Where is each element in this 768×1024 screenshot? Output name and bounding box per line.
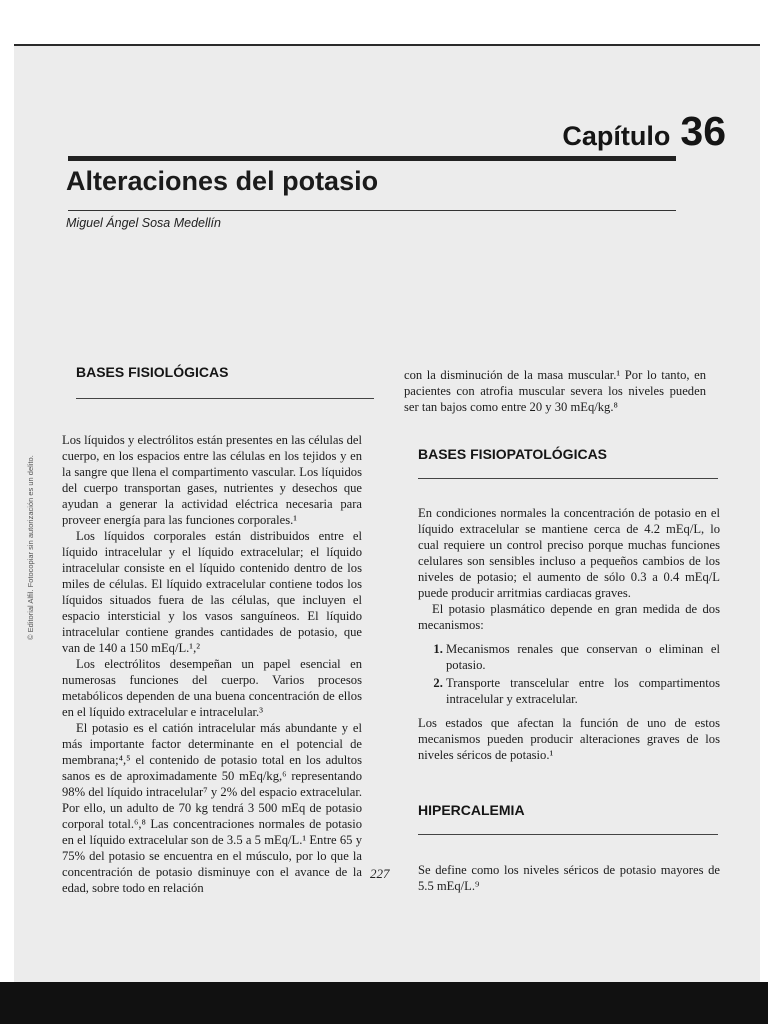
chapter-rule bbox=[68, 156, 676, 161]
section-rule bbox=[418, 478, 718, 479]
right-column-top bbox=[404, 367, 706, 415]
right-column-bottom bbox=[418, 862, 720, 894]
chapter-label: Capítulo bbox=[562, 121, 671, 151]
section-heading-hipercalemia: HIPERCALEMIA bbox=[418, 802, 525, 818]
chapter-title: Alteraciones del potasio bbox=[66, 166, 379, 196]
page-number: 227 bbox=[370, 866, 390, 881]
bottom-margin bbox=[0, 982, 768, 1024]
copyright-side-note: © Editorial Alfil. Fotocopiar sin autorización es un delito. bbox=[26, 455, 35, 640]
author-name: Miguel Ángel Sosa Medellín bbox=[66, 216, 221, 230]
chapter-number: 36 bbox=[680, 108, 726, 154]
top-margin bbox=[0, 0, 768, 44]
chapter-heading bbox=[562, 108, 726, 155]
list-item: 1. Mecanismos renales que conservan o eliminan el potasio. bbox=[446, 641, 720, 673]
mechanism-list bbox=[418, 641, 720, 707]
paragraph: Los electrólitos desempeñan un papel esencial en numerosas funciones del cuerpo. Varios procesos metabólicos dependen de una buena concentración de ellos en el líquido extracelular e intracelular.³ bbox=[62, 657, 362, 719]
section-rule bbox=[418, 834, 718, 835]
left-column bbox=[62, 432, 362, 896]
section-heading-bases-fisiologicas: BASES FISIOLÓGICAS bbox=[76, 364, 229, 380]
paragraph: En condiciones normales la concentración de potasio en el líquido extracelular se mantiene cerca de 4.2 mEq/L, lo cual requiere un control preciso porque muchas funciones celulares son sensibles incluso a pequeños cambios de los niveles de potasio; el aumento de sólo 0.3 a 0.4 mEq/L puede producir arritmias cardiacas graves. bbox=[418, 506, 720, 600]
title-rule bbox=[68, 210, 676, 211]
paragraph: El potasio plasmático depende en gran medida de dos mecanismos: bbox=[418, 602, 720, 632]
page-top-edge bbox=[14, 44, 760, 46]
paragraph: con la disminución de la masa muscular.¹ Por lo tanto, en pacientes con atrofia muscular severa los niveles pueden ser tan bajos como entre 20 y 30 mEq/kg.⁸ bbox=[404, 368, 706, 414]
paragraph: Los líquidos y electrólitos están presentes en las células del cuerpo, en los espacios entre las células en los tejidos y en la sangre que llena el compartimento vascular. Los líquidos del cuerpo transportan gases, nutrientes y desechos que ayudan a generar la actividad eléctrica necesaria para proveer energía para las funciones corporales.¹ bbox=[62, 433, 362, 527]
paragraph: Los estados que afectan la función de uno de estos mecanismos pueden producir alteraciones graves de los niveles séricos de potasio.¹ bbox=[418, 716, 720, 762]
paragraph: El potasio es el catión intracelular más abundante y el más importante factor determinante en el potencial de membrana;⁴,⁵ el contenido de potasio total en los adultos sanos es de aproximadamente 50 mEq/kg,⁶ representando 98% del líquido intracelular⁷ y 2% del espacio extracelular. Por ello, un adulto de 70 kg tendrá 3 500 mEq de potasio corporal total.⁶,⁸ Las concentraciones normales de potasio en el líquido extracelular son de 3.5 a 5 mEq/L.¹ Entre 65 y 75% del potasio se encuentra en el músculo, por lo que la concentración de potasio disminuye con el avance de la edad, sobre todo en relación bbox=[62, 721, 362, 895]
paragraph: Los líquidos corporales están distribuidos entre el líquido intracelular y el líquido extracelular; el líquido intracelular consiste en el líquido contenido dentro de los miles de células. El líquido extracelular contiene todos los líquidos situados fuera de las células, que incluyen el espacio intersticial y los vasos sanguíneos. El líquido intracelular contiene grandes cantidades de potasio, que van de 140 a 150 mEq/L.¹,² bbox=[62, 529, 362, 655]
right-column-middle bbox=[418, 505, 720, 763]
paragraph: Se define como los niveles séricos de potasio mayores de 5.5 mEq/L.⁹ bbox=[418, 863, 720, 893]
section-heading-bases-fisiopatologicas: BASES FISIOPATOLÓGICAS bbox=[418, 446, 608, 462]
section-rule bbox=[76, 398, 374, 399]
list-item: 2. Transporte transcelular entre los compartimentos intracelular y extracelular. bbox=[446, 675, 720, 707]
